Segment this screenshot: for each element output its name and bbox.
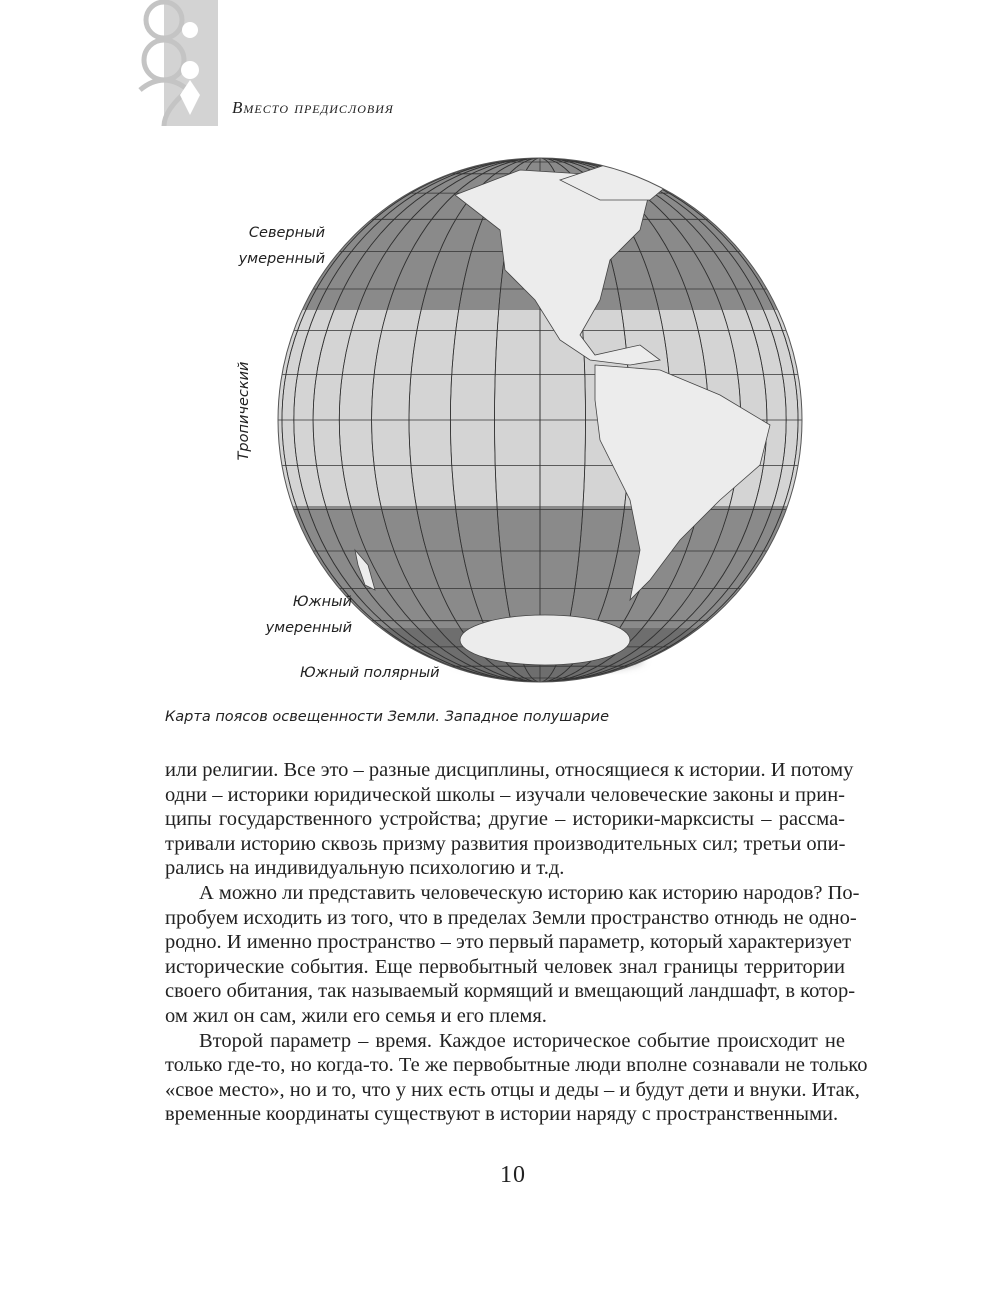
text-line: только где-то, но когда-то. Те же первобытные люди вполне сознавали не только	[165, 1054, 868, 1077]
text-line: А можно ли представить человеческую историю как историю народов? По-	[199, 881, 860, 904]
page-number: 10	[500, 1162, 526, 1188]
text-line: ом жил он сам, жили его семья и его племя.	[165, 1004, 547, 1027]
label-line: Северный	[248, 225, 325, 241]
text-line: одни – историки юридической школы – изучали человеческие законы и прин-	[165, 783, 845, 806]
label-line: умеренный	[265, 620, 352, 636]
body-text	[165, 758, 868, 1127]
running-head: Вместо предисловия	[232, 98, 394, 117]
text-line: пробуем исходить из того, что в пределах Земли пространство отнюдь не одно-	[165, 906, 857, 929]
text-line: или религии. Все это – разные дисциплины, относящиеся к истории. И потому	[165, 759, 854, 781]
text-line: тривали историю сквозь призму развития производительных сил; третьи опи-	[165, 832, 846, 855]
label-south-polar: Южный полярный	[300, 665, 440, 681]
text-line: ципы государственного устройства; другие – историки-марксисты – рассма-	[165, 808, 845, 831]
text-line: своего обитания, так называемый кормящий и вмещающий ландшафт, в котор-	[165, 980, 856, 1003]
figure-caption: Карта поясов освещенности Земли. Западное полушарие	[165, 709, 609, 725]
label-line: умеренный	[238, 251, 325, 267]
label-tropical: Тропический	[236, 361, 252, 461]
text-line: временные координаты существуют в истории наряду с пространственными.	[165, 1103, 839, 1126]
text-line: исторические события. Еще первобытный человек знал границы территории	[165, 955, 845, 978]
label-line: Южный	[292, 594, 352, 610]
text-line: рались на индивидуальную психологию и т.д.	[165, 857, 565, 880]
text-line: «свое место», но и то, что у них есть отцы и деды – и будут дети и внуки. Итак,	[165, 1078, 860, 1101]
label-north-temperate	[239, 220, 325, 272]
label-south-temperate	[266, 589, 352, 641]
text-line: родно. И именно пространство – это первый параметр, который характеризует	[165, 931, 852, 954]
text-line: Второй параметр – время. Каждое историческое событие происходит не	[199, 1029, 845, 1052]
